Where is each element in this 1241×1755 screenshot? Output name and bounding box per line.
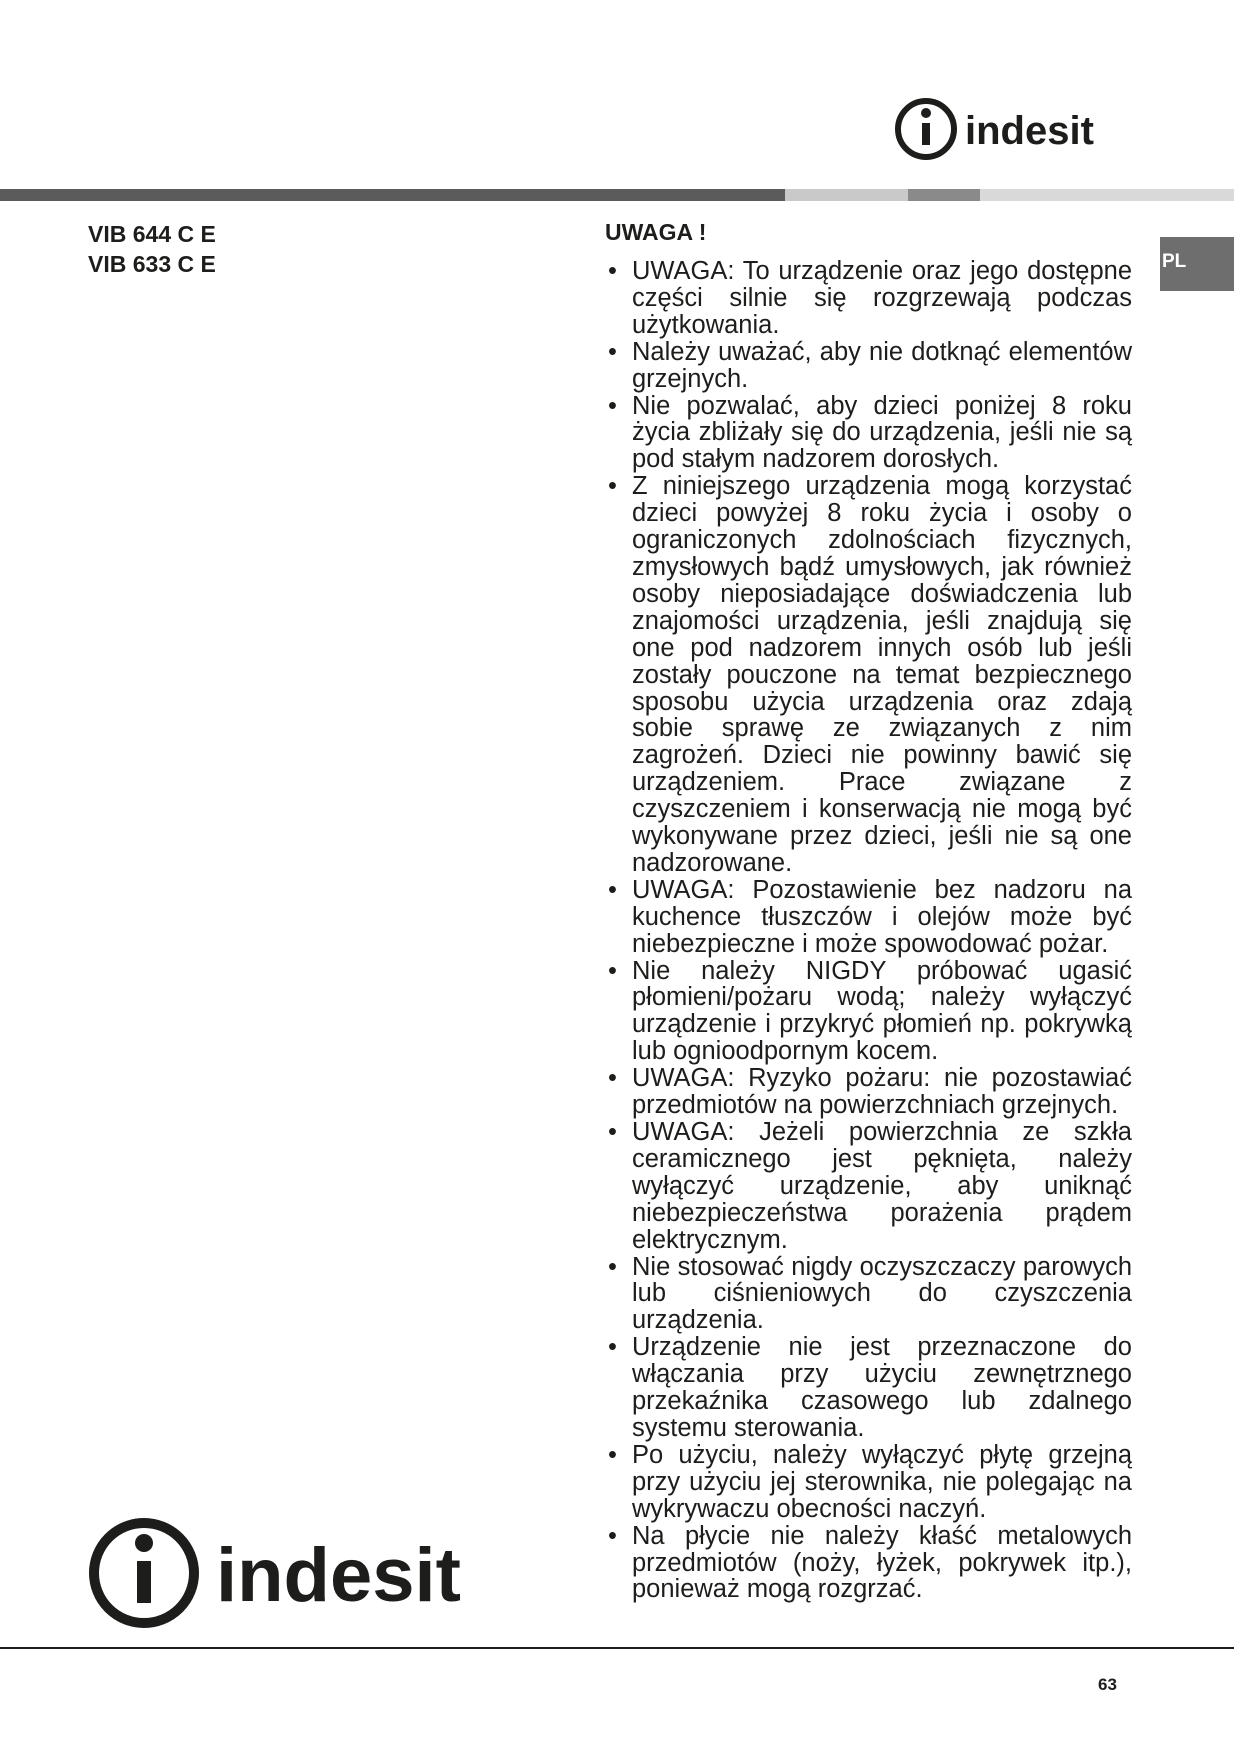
logo-wordmark: indesit xyxy=(216,1533,461,1618)
indesit-logo-icon xyxy=(88,1513,508,1633)
indesit-logo-header xyxy=(893,96,1129,162)
footer-rule xyxy=(0,1647,1234,1649)
model-name: VIB 644 C E xyxy=(88,221,216,247)
model-name: VIB 633 C E xyxy=(88,251,216,277)
indesit-logo-footer xyxy=(88,1513,508,1633)
warning-item: • UWAGA: To urządzenie oraz jego dostępne części silnie się rozgrzewają podczas użytkowania. xyxy=(605,258,1132,339)
warning-item: • Urządzenie nie jest przeznaczone do włączania przy użyciu zewnętrznego przekaźnika czasowego lub zdalnego systemu sterowania. xyxy=(605,1334,1132,1442)
indesit-logo-icon xyxy=(893,96,1129,162)
model-list xyxy=(88,219,216,279)
warning-item: • Należy uważać, aby nie dotknąć elementów grzejnych. xyxy=(605,339,1132,393)
header-rule xyxy=(0,189,1234,201)
warning-item: • Nie stosować nigdy oczyszczaczy parowych lub ciśnieniowych do czyszczenia urządzenia. xyxy=(605,1254,1132,1335)
warnings-heading: UWAGA ! xyxy=(605,219,707,245)
language-tab: PL xyxy=(1160,237,1234,291)
warning-item: • Nie pozwalać, aby dzieci poniżej 8 roku życia zbliżały się do urządzenia, jeśli nie są pod stałym nadzorem dorosłych. xyxy=(605,393,1132,474)
warnings-list xyxy=(605,258,1132,1603)
warning-item: • Po użyciu, należy wyłączyć płytę grzejną przy użyciu jej sterownika, nie polegając na wykrywaczu obecności naczyń. xyxy=(605,1442,1132,1523)
logo-wordmark: indesit xyxy=(965,109,1094,153)
warning-item: • Z niniejszego urządzenia mogą korzystać dzieci powyżej 8 roku życia i osoby o ograniczonych zdolnościach fizycznych, zmysłowych bądź umysłowych, jak również osoby nieposiadające doświadczenia lub znajomości urządzenia, jeśli znajdują się one pod nadzorem innych osób lub jeśli zostały pouczone na temat bezpiecznego sposobu użycia urządzenia oraz zdają sobie sprawę ze związanych z nim zagrożeń. Dzieci nie powinny bawić się urządzeniem. Prace związane z czyszczeniem i konserwacją nie mogą być wykonywane przez dzieci, jeśli nie są one nadzorowane. xyxy=(605,473,1132,877)
warning-item: • UWAGA: Jeżeli powierzchnia ze szkła ceramicznego jest pęknięta, należy wyłączyć urządzenie, aby uniknąć niebezpieczeństwa porażenia prądem elektrycznym. xyxy=(605,1119,1132,1254)
header-rule-light xyxy=(980,189,1234,201)
header-rule-mid xyxy=(908,189,980,201)
page-number: 63 xyxy=(1098,1675,1117,1694)
warning-item: • UWAGA: Pozostawienie bez nadzoru na kuchence tłuszczów i olejów może być niebezpieczne i może spowodować pożar. xyxy=(605,877,1132,958)
header-rule-light xyxy=(785,189,908,201)
warning-item: • UWAGA: Ryzyko pożaru: nie pozostawiać przedmiotów na powierzchniach grzejnych. xyxy=(605,1065,1132,1119)
warning-item: • Na płycie nie należy kłaść metalowych przedmiotów (noży, łyżek, pokrywek itp.), ponieważ mogą rozgrzać. xyxy=(605,1523,1132,1604)
header-rule-dark xyxy=(0,189,785,201)
warning-item: • Nie należy NIGDY próbować ugasić płomieni/pożaru wodą; należy wyłączyć urządzenie i przykryć płomień np. pokrywką lub ognioodpornym kocem. xyxy=(605,958,1132,1066)
